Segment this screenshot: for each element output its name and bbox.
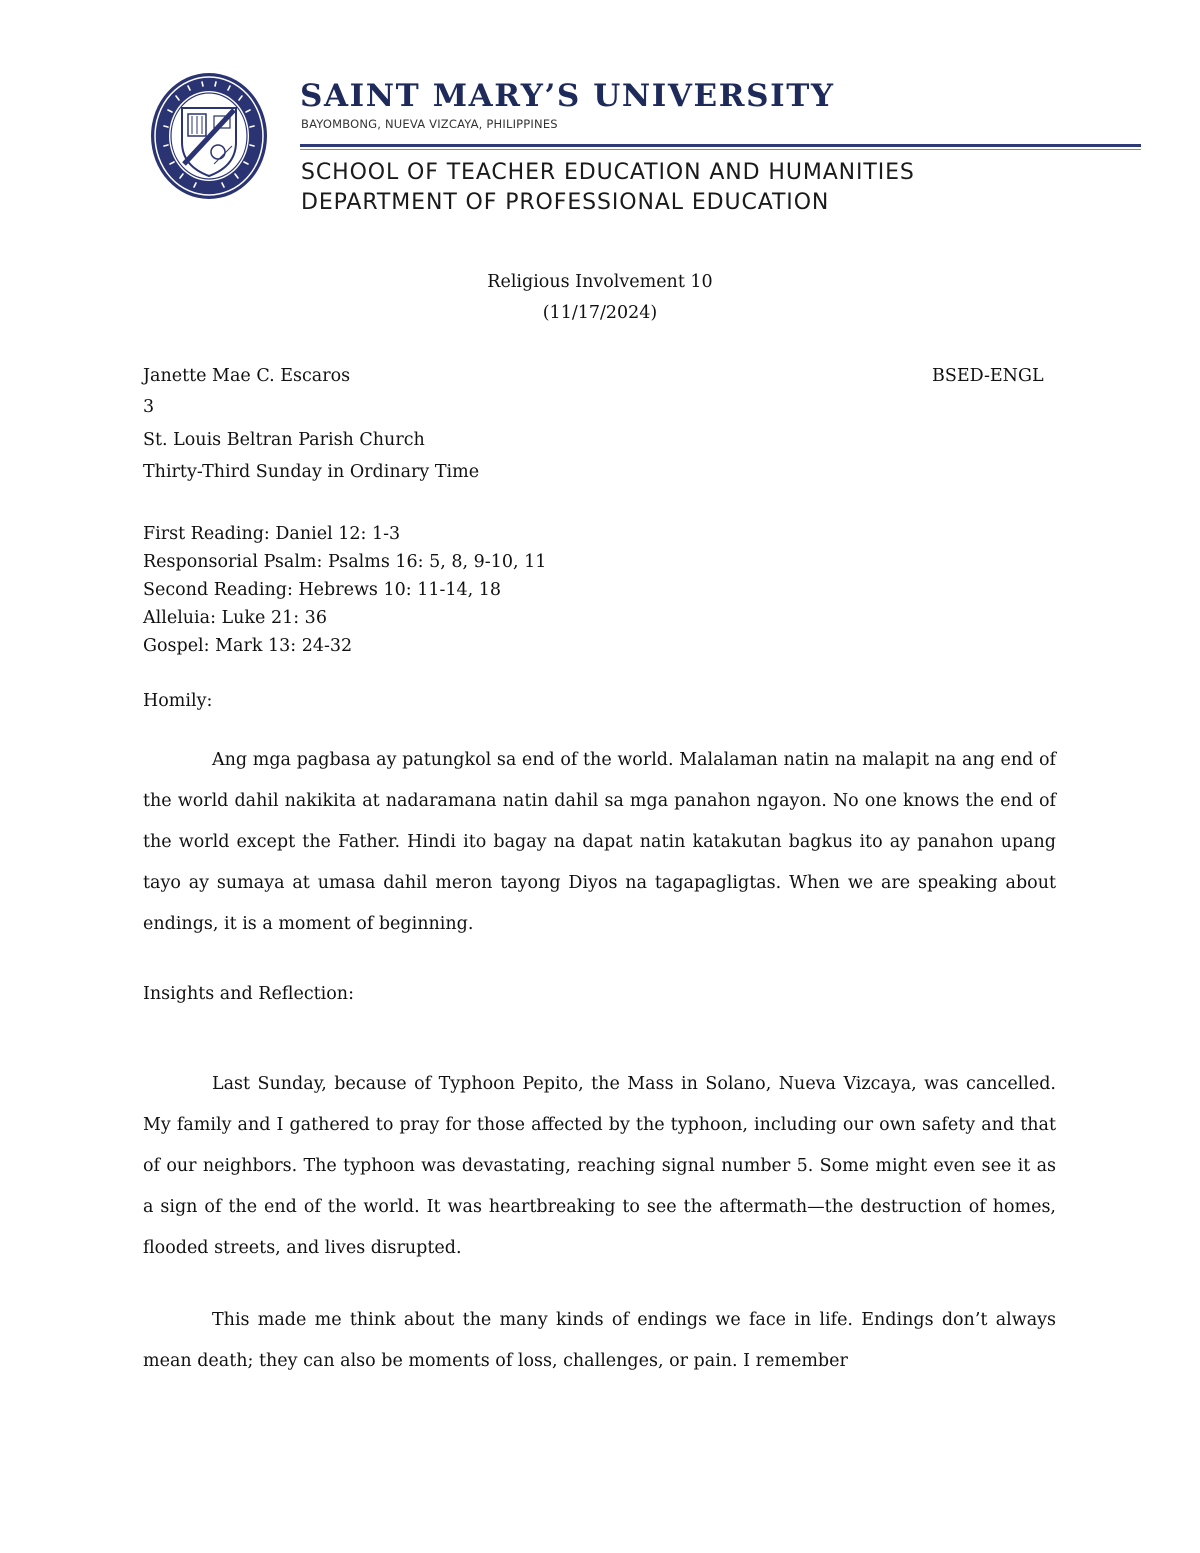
header-divider-thin: [300, 149, 1141, 150]
department-name: DEPARTMENT OF PROFESSIONAL EDUCATION: [301, 190, 830, 215]
reflection-paragraph-2: This made me think about the many kinds of endings we face in life. Endings don’t always mean death; they can also be moments of loss, challenges, or pain. I remember: [143, 1310, 1056, 1371]
document-title: Religious Involvement 10: [487, 272, 713, 292]
university-location: BAYOMBONG, NUEVA VIZCAYA, PHILIPPINES: [301, 117, 558, 131]
document-date: (11/17/2024): [542, 303, 658, 323]
reading-item: Gospel: Mark 13: 24-32: [143, 636, 353, 656]
homily-paragraph: Ang mga pagbasa ay patungkol sa end of the world. Malalaman natin na malapit na ang end of the world dahil nakikita at nadaramana natin dahil sa mga panahon ngayon. No one knows the end of the world except the Father. Hindi ito bagay na dapat natin katakutan bagkus ito ay panahon upang tayo ay sumaya at umasa dahil meron tayong Diyos na tagapagligtas. When we are speaking about endings, it is a moment of beginning.: [143, 750, 1056, 934]
university-seal-icon: [148, 70, 270, 202]
student-name: Janette Mae C. Escaros: [143, 366, 351, 386]
reflection-heading: Insights and Reflection:: [143, 984, 354, 1004]
reading-item: Alleluia: Luke 21: 36: [143, 608, 327, 628]
school-name: SCHOOL OF TEACHER EDUCATION AND HUMANITIES: [301, 160, 915, 185]
homily-heading: Homily:: [143, 691, 213, 711]
reflection-paragraph-1: Last Sunday, because of Typhoon Pepito, the Mass in Solano, Nueva Vizcaya, was cancelled. My family and I gathered to pray for those affected by the typhoon, including our own safety and that of our neighbors. The typhoon was devastating, reaching signal number 5. Some might even see it as a sign of the end of the world. It was heartbreaking to see the aftermath—the destruction of homes, flooded streets, and lives disrupted.: [143, 1074, 1056, 1258]
parish-name: St. Louis Beltran Parish Church: [143, 430, 425, 450]
student-program: BSED-ENGL: [932, 366, 1044, 386]
reading-item: First Reading: Daniel 12: 1-3: [143, 524, 401, 544]
university-name: SAINT MARY’S UNIVERSITY: [300, 78, 835, 114]
reading-item: Responsorial Psalm: Psalms 16: 5, 8, 9-10, 11: [143, 552, 547, 572]
liturgical-occasion: Thirty-Third Sunday in Ordinary Time: [143, 462, 480, 482]
reading-item: Second Reading: Hebrews 10: 11-14, 18: [143, 580, 502, 600]
header-divider: [300, 144, 1141, 147]
student-section: 3: [143, 397, 155, 417]
